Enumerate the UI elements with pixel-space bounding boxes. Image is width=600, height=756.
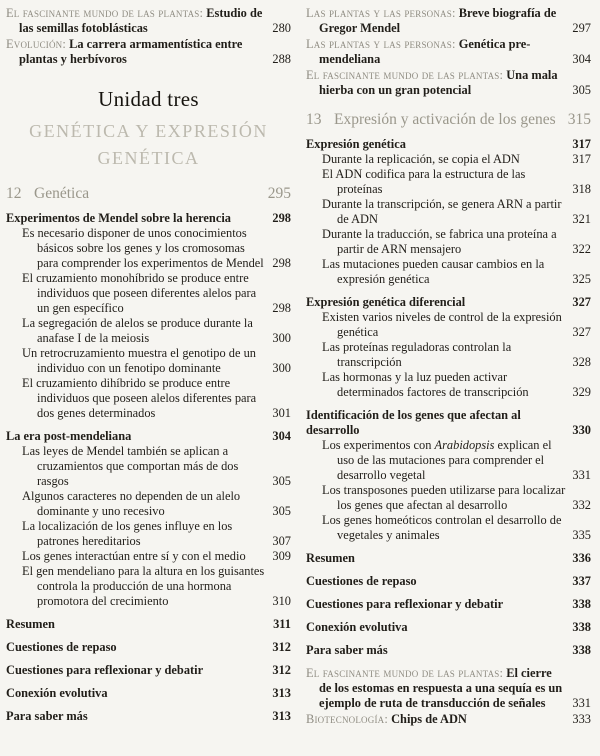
section-title: Cuestiones para reflexionar y debatir [6,663,204,677]
chapter-number: 13 [306,111,322,128]
feature-label: El fascinante mundo de las plantas: [6,6,204,20]
chapter-number: 12 [6,185,22,202]
page-number: 322 [572,242,591,256]
page-number: 335 [572,528,591,542]
toc-subsection-entry [306,310,591,340]
toc-subsection-entry [306,167,591,197]
toc-section-entry [306,408,591,438]
toc-section-entry [6,663,291,678]
feature-label: El fascinante mundo de las plantas: [306,666,504,680]
page-number: 331 [572,468,591,482]
toc-section-entry [306,643,591,658]
toc-subsection-entry [6,564,291,609]
toc-subsection-entry [6,444,291,489]
section-title: Resumen [6,617,55,631]
subsection-title: Es necesario disponer de unos conocimientos básicos sobre los genes y los cromosomas para comprender los experimentos de Mendel [22,226,264,270]
feature-text [6,37,265,67]
toc-subsection-entry [306,197,591,227]
section-title: Para saber más [306,643,388,657]
feature-text [306,37,565,67]
toc-feature-entry [306,68,591,98]
subsection-title: El cruzamiento monohíbrido se produce entre individuos que poseen diferentes alelos para un gen específico [22,271,257,315]
toc-feature-entry [306,6,591,36]
toc-section-entry [6,686,291,701]
feature-text [306,666,565,711]
toc-column-left [6,5,291,754]
toc-section-entry [6,211,291,226]
page-number: 333 [572,712,591,726]
toc-subsection-entry [306,513,591,543]
feature-title: Chips de ADN [391,712,467,726]
page-number: 317 [572,152,591,166]
page-number: 315 [567,111,591,128]
page-number: 328 [572,355,591,369]
subsection-title: Los genes homeóticos controlan el desarrollo de vegetales y animales [322,513,562,542]
page-number: 298 [272,301,291,315]
page-number: 325 [572,272,591,286]
section-title: Cuestiones para reflexionar y debatir [306,597,504,611]
page-number: 317 [572,137,591,151]
subsection-title: La localización de los genes influye en los patrones hereditarios [22,519,233,548]
subsection-title: Los experimentos con Arabidopsis explican el uso de las mutaciones para comprender el desarrollo vegetal [322,438,552,482]
section-title: Cuestiones de repaso [6,640,117,654]
feature-text [306,68,565,98]
subsection-title: Las mutaciones pueden causar cambios en la expresión genética [322,257,545,286]
feature-label: Las plantas y las personas: [306,6,456,20]
section-title: Resumen [306,551,355,565]
page-number: 318 [572,182,591,196]
toc-section-entry [306,597,591,612]
toc-subsection-entry [306,438,591,483]
toc-feature-entry [306,666,591,711]
page-number: 313 [272,686,291,700]
page-number: 305 [572,83,591,97]
toc-subsection-entry [306,152,591,167]
page-number: 338 [572,597,591,611]
toc-subsection-entry [306,483,591,513]
subsection-title: Las leyes de Mendel también se aplican a cruzamientos que comportan más de dos rasgos [22,444,239,488]
toc-subsection-entry [306,227,591,257]
page-number: 280 [272,21,291,35]
section-title: Identificación de los genes que afectan al desarrollo [306,408,521,437]
page-number: 310 [272,594,291,608]
toc-subsection-entry [306,340,591,370]
subsection-title: Un retrocruzamiento muestra el genotipo de un individuo con un fenotipo dominante [22,346,256,375]
page-number: 338 [572,620,591,634]
page-number: 337 [572,574,591,588]
toc-subsection-entry [6,316,291,346]
feature-title: Breve biografía de Gregor Mendel [319,6,557,35]
page-number: 300 [272,331,291,345]
page-number: 304 [272,429,291,443]
page-number: 330 [572,423,591,437]
page-number: 301 [272,406,291,420]
feature-label: El fascinante mundo de las plantas: [306,68,504,82]
subsection-title: El ADN codifica para la estructura de las proteínas [322,167,526,196]
toc-subsection-entry [6,226,291,271]
page-number: 327 [572,325,591,339]
page-number: 297 [572,21,591,35]
page-number: 313 [272,709,291,723]
unit-heading: Unidad tres [98,87,199,111]
toc-feature-entry [6,37,291,67]
page-number: 305 [272,504,291,518]
toc-section-entry [306,620,591,635]
feature-label: Las plantas y las personas: [306,37,456,51]
toc-subsection-entry [6,271,291,316]
page-number: 338 [572,643,591,657]
section-title: Conexión evolutiva [6,686,108,700]
unit-subheading: GENÉTICA Y EXPRESIÓN GENÉTICA [29,121,268,168]
toc-section-entry [6,640,291,655]
section-title: Cuestiones de repaso [306,574,417,588]
subsection-title: Durante la transcripción, se genera ARN a partir de ADN [322,197,562,226]
subsection-title: Los genes interactúan entre sí y con el medio [22,549,246,563]
feature-title: Genética pre-mendeliana [319,37,531,66]
section-title: Para saber más [6,709,88,723]
toc-section-entry [306,551,591,566]
chapter-title: Genética [34,185,90,202]
page-number: 312 [272,640,291,654]
feature-title: El cierre de los estomas en respuesta a una sequía es un ejemplo de ruta de transducción de señales [319,666,563,710]
toc-subsection-entry [306,257,591,287]
page-number: 321 [572,212,591,226]
toc-subsection-entry [6,519,291,549]
toc-feature-entry [6,6,291,36]
toc-section-entry [306,137,591,152]
page-number: 298 [272,211,291,225]
page-number: 312 [272,663,291,677]
page-number: 304 [572,52,591,66]
section-title: Experimentos de Mendel sobre la herencia [6,211,231,225]
page-number: 288 [272,52,291,66]
toc-subsection-entry [306,370,591,400]
toc-subsection-entry [6,346,291,376]
subsection-title: Existen varios niveles de control de la expresión genética [322,310,562,339]
chapter-entry [306,110,591,129]
toc-subsection-entry [6,549,291,564]
subsection-title: Algunos caracteres no dependen de un alelo dominante y uno recesivo [22,489,241,518]
subsection-title: Las hormonas y la luz pueden activar determinados factores de transcripción [322,370,529,399]
page-number: 311 [273,617,291,631]
section-title: La era post-mendeliana [6,429,132,443]
page-number: 295 [267,185,291,202]
feature-title: La carrera armamentística entre plantas y herbívoros [19,37,243,66]
toc-column-right [306,5,591,754]
toc-subsection-entry [6,489,291,519]
page-number: 300 [272,361,291,375]
section-title: Expresión genética diferencial [306,295,466,309]
subsection-title: La segregación de alelos se produce durante la anafase I de la meiosis [22,316,253,345]
toc-section-entry [6,617,291,632]
toc-section-entry [306,574,591,589]
page-number: 298 [272,256,291,270]
subsection-title: Las proteínas reguladoras controlan la transcripción [322,340,512,369]
page-number: 331 [572,696,591,710]
chapter-entry [6,184,291,203]
page-number: 327 [572,295,591,309]
page-number: 307 [272,534,291,548]
feature-label: Evolución: [6,37,67,51]
subsection-title: Durante la traducción, se fabrica una proteína a partir de ARN mensajero [322,227,557,256]
feature-title: Estudio de las semillas fotoblásticas [19,6,263,35]
feature-label: Biotecnología: [306,712,388,726]
toc-subsection-entry [6,376,291,421]
toc-section-entry [6,429,291,444]
subsection-title: El cruzamiento dihíbrido se produce entre individuos que poseen alelos diferentes para dos genes determinados [22,376,257,420]
page-number: 332 [572,498,591,512]
feature-text [306,712,565,727]
toc-feature-entry [306,712,591,727]
section-title: Conexión evolutiva [306,620,408,634]
toc-section-entry [6,709,291,724]
feature-text [6,6,265,36]
chapter-title: Expresión y activación de los genes [334,111,556,128]
subsection-title: Durante la replicación, se copia el ADN [322,152,520,166]
page-number: 336 [572,551,591,565]
toc-section-entry [306,295,591,310]
page-number: 329 [572,385,591,399]
page-number: 309 [272,549,291,563]
section-title: Expresión genética [306,137,406,151]
page-number: 305 [272,474,291,488]
toc-feature-entry [306,37,591,67]
feature-text [306,6,565,36]
feature-title: Una mala hierba con un gran potencial [319,68,558,97]
subsection-title: Los transposones pueden utilizarse para localizar los genes que afectan al desarrollo [322,483,566,512]
subsection-title: El gen mendeliano para la altura en los guisantes controla la producción de una hormona promotora del crecimiento [22,564,265,608]
